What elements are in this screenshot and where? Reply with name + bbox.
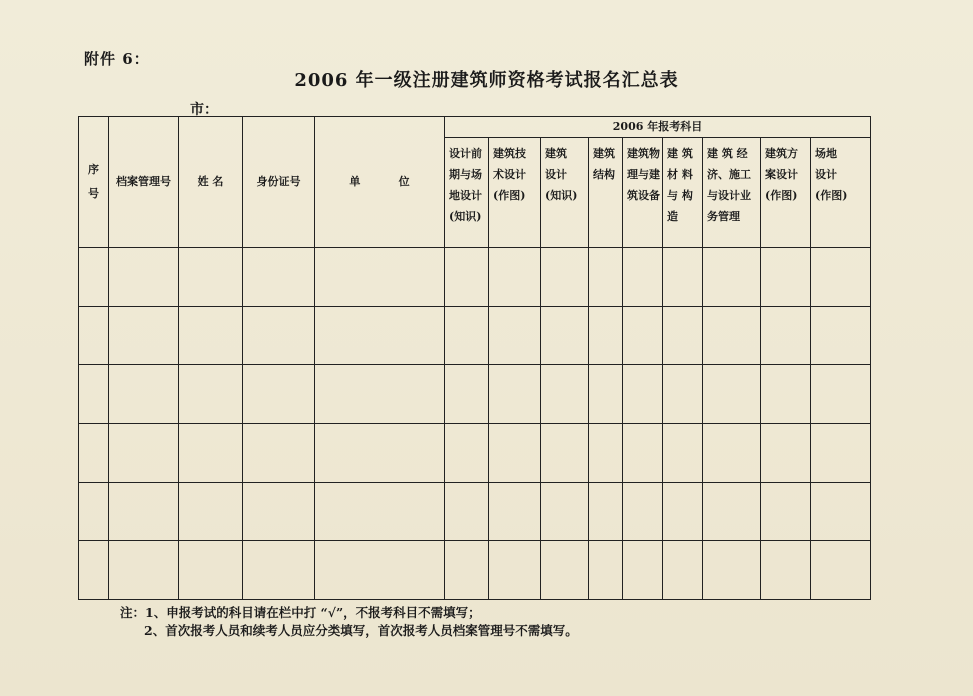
- table-cell: [663, 482, 703, 541]
- table-cell: [315, 482, 445, 541]
- table-cell: [179, 541, 243, 600]
- table-cell: [489, 306, 541, 365]
- table-cell: [243, 482, 315, 541]
- table-cell: [109, 248, 179, 307]
- table-row: [79, 306, 871, 365]
- table-row: [79, 423, 871, 482]
- table-cell: [179, 423, 243, 482]
- header-file-no: 档案管理号: [109, 117, 179, 248]
- table-cell: [315, 541, 445, 600]
- footnote-1: 注：1、申报考试的科目请在栏中打 “√”，不报考科目不需填写；: [120, 605, 481, 620]
- header-subject-2: 建筑技 术设计 (作图): [489, 138, 541, 248]
- table-cell: [243, 365, 315, 424]
- table-cell: [703, 423, 761, 482]
- table-cell: [541, 423, 589, 482]
- table-cell: [761, 423, 811, 482]
- header-subject-9: 场地 设计 (作图): [811, 138, 871, 248]
- table-cell: [79, 541, 109, 600]
- table-cell: [445, 248, 489, 307]
- table-cell: [541, 482, 589, 541]
- table-cell: [761, 482, 811, 541]
- table-cell: [623, 541, 663, 600]
- table-cell: [109, 306, 179, 365]
- table-cell: [811, 248, 871, 307]
- table-cell: [179, 482, 243, 541]
- table-cell: [109, 423, 179, 482]
- table-cell: [589, 248, 623, 307]
- table-cell: [315, 365, 445, 424]
- table-cell: [541, 365, 589, 424]
- table-cell: [489, 541, 541, 600]
- table-cell: [489, 482, 541, 541]
- table-cell: [109, 482, 179, 541]
- header-subject-1: 设计前 期与场 地设计 (知识): [445, 138, 489, 248]
- table-cell: [243, 423, 315, 482]
- header-unit: 单 位: [315, 117, 445, 248]
- table-cell: [811, 306, 871, 365]
- table-cell: [315, 306, 445, 365]
- table-cell: [445, 306, 489, 365]
- footnote-2: 2、首次报考人员和续考人员应分类填写，首次报考人员档案管理号不需填写。: [144, 623, 578, 638]
- table-cell: [811, 365, 871, 424]
- header-subject-7: 建 筑 经 济、施工 与设计业 务管理: [703, 138, 761, 248]
- table-cell: [761, 541, 811, 600]
- table-cell: [663, 365, 703, 424]
- table-cell: [489, 365, 541, 424]
- table-row: [79, 482, 871, 541]
- table-cell: [109, 365, 179, 424]
- table-cell: [761, 306, 811, 365]
- table-cell: [315, 248, 445, 307]
- table-cell: [703, 248, 761, 307]
- table-cell: [109, 541, 179, 600]
- header-subject-6: 建 筑 材 料 与 构 造: [663, 138, 703, 248]
- table-cell: [445, 423, 489, 482]
- table-cell: [623, 482, 663, 541]
- table-cell: [663, 306, 703, 365]
- table-cell: [623, 306, 663, 365]
- table-cell: [623, 365, 663, 424]
- table-cell: [445, 541, 489, 600]
- page-title: 2006 年一级注册建筑师资格考试报名汇总表: [294, 70, 679, 91]
- table-cell: [79, 423, 109, 482]
- table-cell: [541, 541, 589, 600]
- table-cell: [811, 482, 871, 541]
- table-cell: [243, 248, 315, 307]
- table-cell: [703, 482, 761, 541]
- table-cell: [79, 482, 109, 541]
- header-id-no: 身份证号: [243, 117, 315, 248]
- table-cell: [589, 482, 623, 541]
- table-cell: [243, 306, 315, 365]
- table-cell: [811, 423, 871, 482]
- table-cell: [589, 541, 623, 600]
- table-cell: [79, 365, 109, 424]
- table-row: [79, 541, 871, 600]
- table-cell: [79, 248, 109, 307]
- table-cell: [445, 365, 489, 424]
- table-cell: [623, 423, 663, 482]
- table-cell: [179, 306, 243, 365]
- table-row: [79, 248, 871, 307]
- table-cell: [445, 482, 489, 541]
- registration-table: [78, 116, 871, 600]
- table-cell: [541, 248, 589, 307]
- table-cell: [179, 248, 243, 307]
- registration-table-wrapper: [78, 116, 870, 600]
- footnotes: [120, 604, 578, 640]
- table-cell: [489, 248, 541, 307]
- city-label: 市：: [190, 102, 218, 118]
- header-name: 姓 名: [179, 117, 243, 248]
- table-cell: [489, 423, 541, 482]
- header-subjects-group: 2006 年报考科目: [445, 117, 871, 138]
- table-cell: [589, 365, 623, 424]
- table-cell: [589, 423, 623, 482]
- header-subject-5: 建筑物 理与建 筑设备: [623, 138, 663, 248]
- table-cell: [703, 541, 761, 600]
- table-cell: [703, 365, 761, 424]
- header-subject-3: 建筑 设计 (知识): [541, 138, 589, 248]
- table-row: [79, 365, 871, 424]
- table-cell: [761, 248, 811, 307]
- table-cell: [623, 248, 663, 307]
- header-subject-8: 建筑方 案设计 (作图): [761, 138, 811, 248]
- table-cell: [663, 541, 703, 600]
- attachment-label: 附件 6：: [84, 50, 150, 68]
- table-cell: [79, 306, 109, 365]
- table-cell: [703, 306, 761, 365]
- header-subject-4: 建筑 结构: [589, 138, 623, 248]
- table-cell: [811, 541, 871, 600]
- table-cell: [663, 423, 703, 482]
- table-cell: [315, 423, 445, 482]
- table-cell: [541, 306, 589, 365]
- table-cell: [179, 365, 243, 424]
- table-cell: [243, 541, 315, 600]
- table-cell: [589, 306, 623, 365]
- table-cell: [761, 365, 811, 424]
- table-cell: [663, 248, 703, 307]
- header-seq: 序 号: [79, 117, 109, 248]
